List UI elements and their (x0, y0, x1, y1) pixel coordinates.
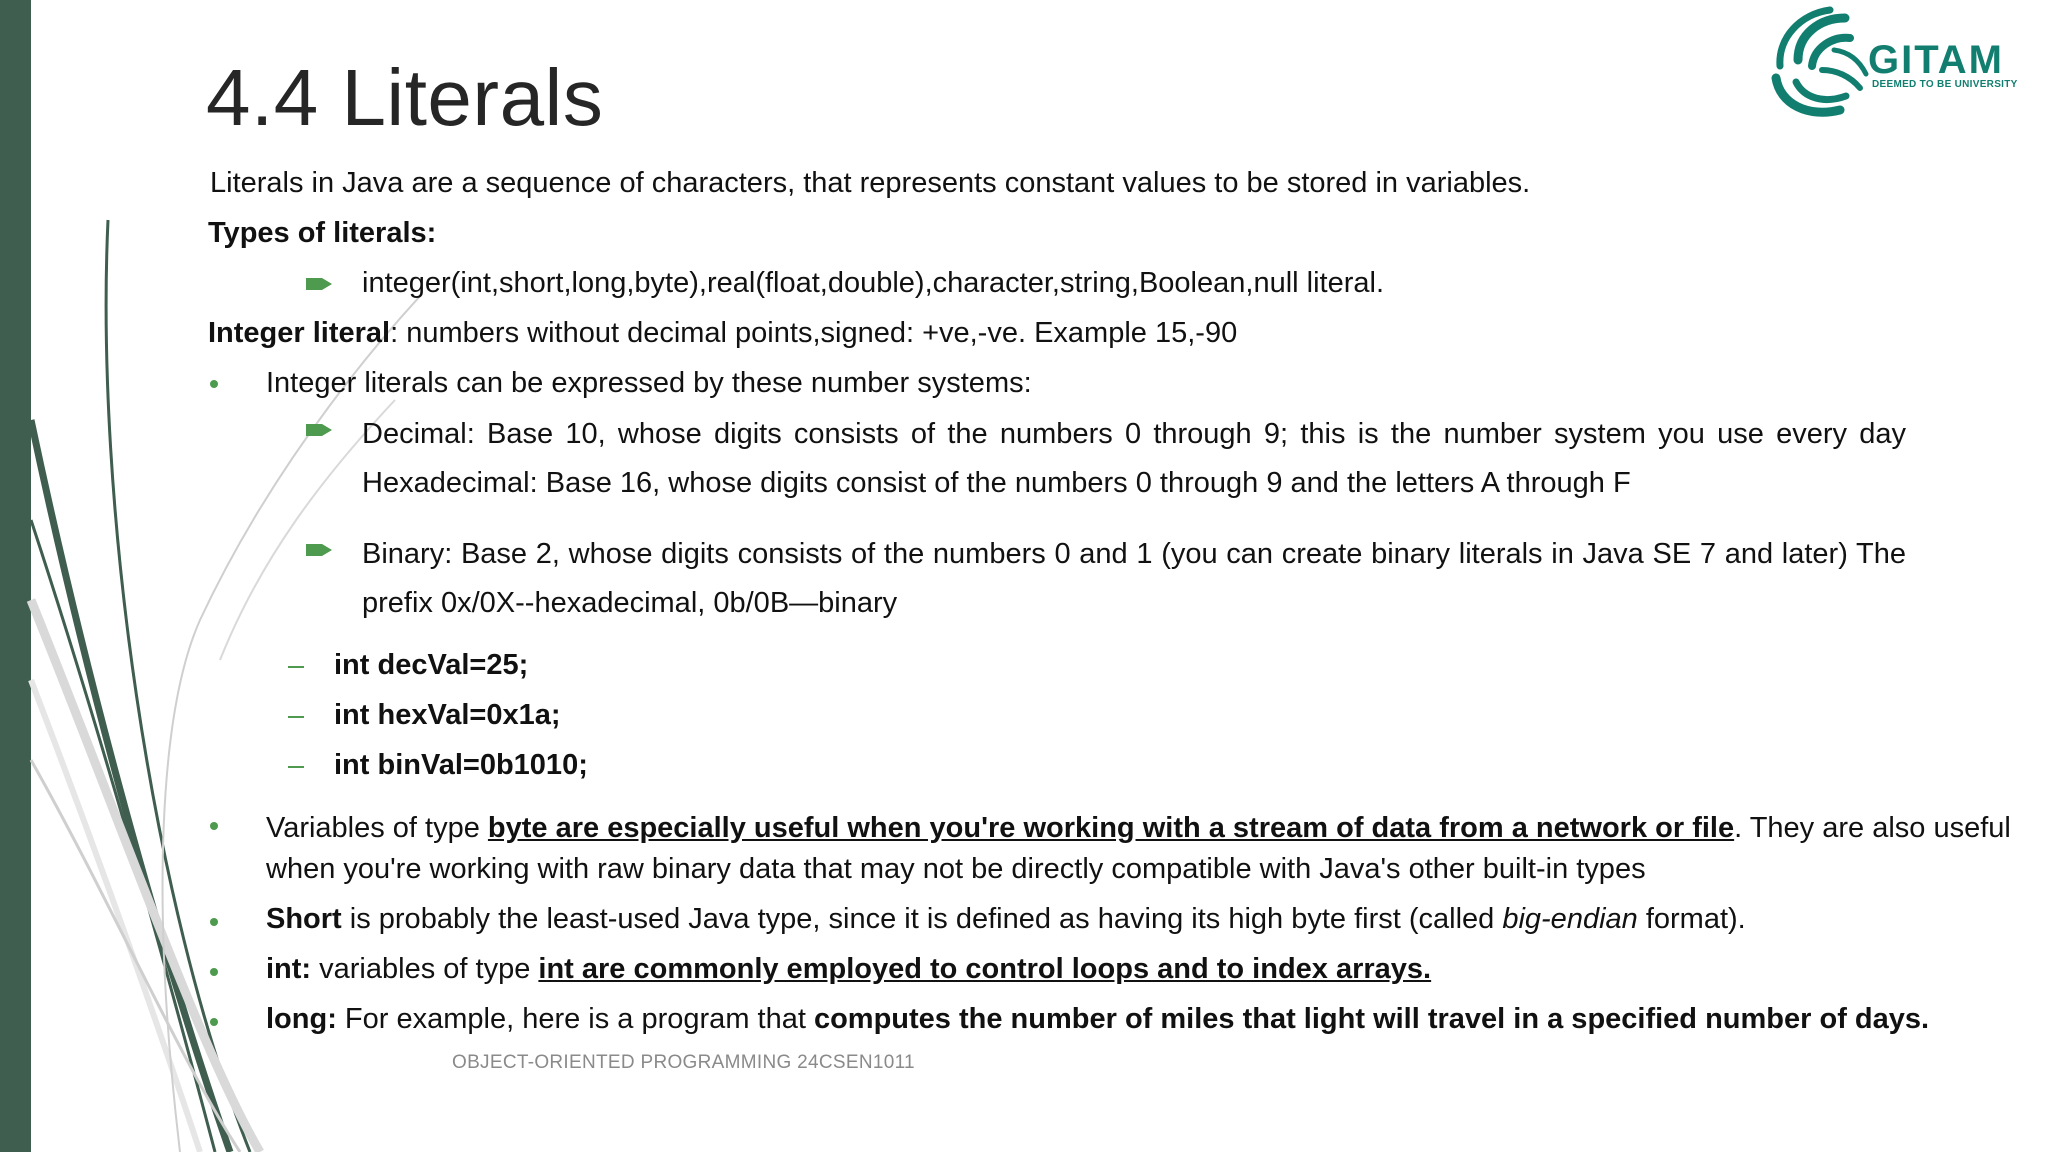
short-item-text: is probably the least-used Java type, since it is defined as having its high byte first (called (341, 903, 1503, 935)
decimal-hex-item: Decimal: Base 10, whose digits consists of the numbers 0 through 9; this is the number system you use every day Hexadecimal: Base 16, whose digits consist of the numbers 0 through 9 and the letters A through F (362, 418, 1906, 499)
short-item-term: Short (266, 903, 342, 935)
int-item-text: variables of type (311, 953, 539, 985)
logo-wordmark: GITAM (1868, 38, 2004, 82)
bullet-dot-icon (210, 822, 218, 830)
byte-item-lead: Variables of type (266, 812, 488, 844)
byte-item-emphasis: byte are especially useful when you're working with a stream of data from a network or file (487, 812, 1735, 844)
footer-course-label: OBJECT-ORIENTED PROGRAMMING 24CSEN1011 (452, 1052, 915, 1073)
long-item-text: For example, here is a program that (336, 1003, 814, 1035)
short-item-italic: big-endian (1502, 903, 1638, 935)
dash-bullet-icon (288, 666, 304, 668)
code-example-binval: int binVal=0b1010; (334, 749, 588, 781)
long-item (266, 1002, 1929, 1036)
integer-literal-desc: : numbers without decimal points,signed: +ve,-ve. Example 15,-90 (390, 317, 1238, 349)
short-item-end: format). (1637, 903, 1746, 935)
intro-text: Literals in Java are a sequence of characters, that represents constant values to be stored in variables. (210, 167, 1531, 199)
dash-bullet-icon (288, 766, 304, 768)
byte-item (266, 808, 2016, 890)
arrow-bullet-icon (306, 422, 332, 438)
binary-item: Binary: Base 2, whose digits consists of the numbers 0 and 1 (you can create binary literals in Java SE 7 and later) The prefix 0x/0X--hexadecimal, 0b/0B—binary (362, 538, 1906, 619)
code-example-decval: int decVal=25; (334, 649, 529, 681)
bullet-dot-icon (210, 380, 218, 388)
dash-bullet-icon (288, 716, 304, 718)
bullet-dot-icon (210, 918, 218, 926)
arrow-bullet-icon (306, 276, 332, 292)
bullet-dot-icon (210, 1018, 218, 1026)
types-heading: Types of literals: (208, 217, 437, 249)
arrow-bullet-icon (306, 542, 332, 558)
slide-title: 4.4 Literals (206, 53, 604, 142)
int-item-emphasis: int are commonly employed to control loops and to index arrays. (538, 953, 1432, 985)
long-item-term: long: (266, 1003, 337, 1035)
long-item-emphasis: computes the number of miles that light will travel in a specified number of days. (813, 1003, 1930, 1035)
byte-item-tail: . They are also useful when you're working with raw binary data that may not be directly compatible with Java's other built-in types (266, 812, 2011, 885)
int-item (266, 952, 1431, 986)
bullet-dot-icon (210, 968, 218, 976)
integer-literal-line (208, 316, 1237, 350)
int-item-term: int: (266, 953, 312, 985)
logo-tagline: DEEMED TO BE UNIVERSITY (1872, 79, 2018, 90)
types-list-item: integer(int,short,long,byte),real(float,double),character,string,Boolean,null literal. (362, 267, 1384, 299)
short-item (266, 902, 1746, 936)
number-systems-intro: Integer literals can be expressed by these number systems: (266, 367, 1032, 399)
integer-literal-term: Integer literal (208, 317, 391, 349)
code-example-hexval: int hexVal=0x1a; (334, 699, 561, 731)
